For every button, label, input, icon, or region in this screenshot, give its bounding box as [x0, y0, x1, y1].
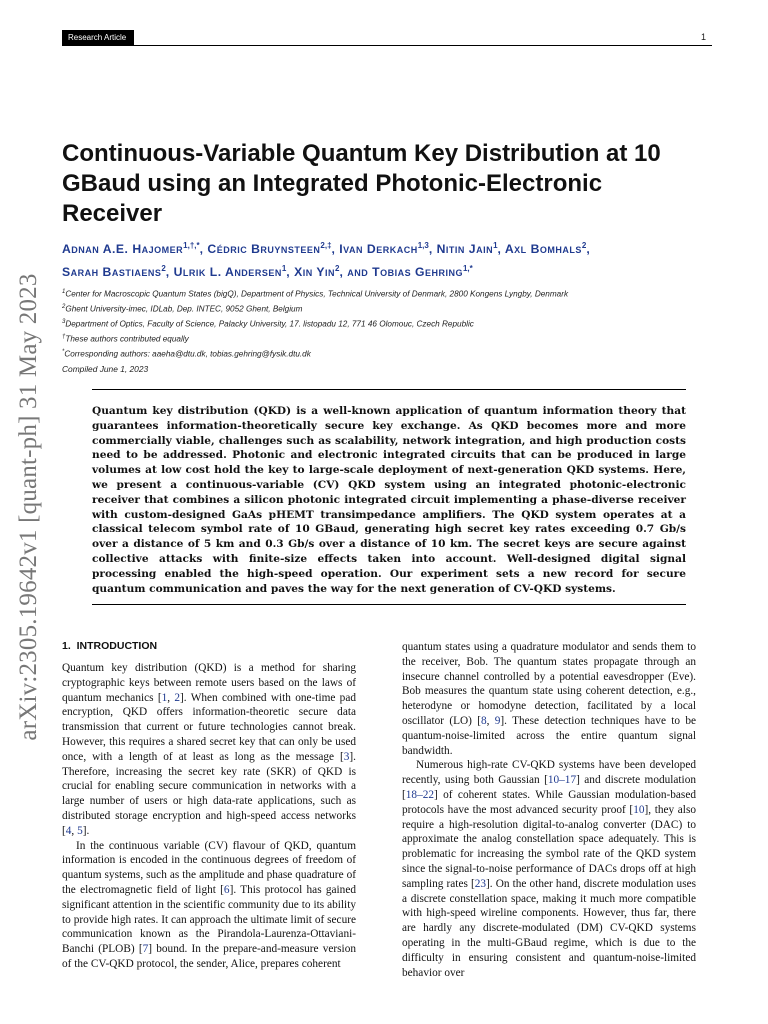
body-paragraph: In the continuous variable (CV) flavour of QKD, quantum information is encoded in the continuous degrees of freedom of quantum systems, such as the amplitude and phase quadrature of the electromagnetic field of light [6]. This protocol has gained significant attention in the scientific community due to its ability to provide high rates. It can approach the ultimate limit of secure communication known as the Pirandola-Laurenza-Ottaviani-Banchi (PLOB) [7] bound. In the prepare-and-measure version of the CV-QKD protocol, the sender, Alice, prepares coherent: [62, 839, 356, 970]
author-separator: ,: [199, 242, 208, 257]
section-number: 1.: [62, 640, 71, 652]
author-name: Xin Yin: [294, 265, 335, 280]
running-header: [62, 30, 712, 46]
citation-link[interactable]: 18–22: [405, 788, 435, 801]
arxiv-sidebar: [14, 258, 44, 756]
compiled-date: Compiled June 1, 2023: [62, 364, 149, 374]
citation-link[interactable]: 5: [77, 824, 83, 837]
affiliation-text: Department of Optics, Faculty of Science, Palacky University, 17. listopadu 12, 771 46 Olomouc, Czech Republic: [65, 319, 474, 329]
affiliation-text: Ghent University-imec, IDLab, Dep. INTEC, 9052 Ghent, Belgium: [65, 304, 303, 314]
citation-link[interactable]: 10: [633, 803, 645, 816]
author-separator: ,: [165, 265, 174, 280]
citation-link[interactable]: 9: [494, 714, 501, 727]
citation-link[interactable]: 23: [474, 877, 487, 890]
body-paragraph: quantum states using a quadrature modulator and sends them to the receiver, Bob. The quantum states propagate through an insecure channel controlled by a potential eavesdropper (Eve). Bob measures the quantum state using coherent detection, e.g., heterodyne or homodyne detection, facilitated by a local oscillator (LO) [8, 9]. These detection techniques have to be quantum-noise-limited across the entire quantum signal bandwidth.: [402, 641, 696, 757]
author-name: Ulrik L. Andersen: [173, 265, 282, 280]
citation-link[interactable]: 3: [343, 750, 350, 763]
author-affiliation-mark: 2: [335, 264, 340, 274]
author-affiliation-mark: 1: [281, 264, 287, 274]
citation-link[interactable]: 8: [480, 714, 487, 727]
body-paragraph: Quantum key distribution (QKD) is a method for sharing cryptographic keys between remote users based on the laws of quantum mechanics [1, 2]. When combined with one-time pad encryption, QKD offers information-theoretic secure data transmission that current or future technologies cannot break. However, this requires a shared secret key that can only be used once, with a length of at least as long as the message [3]. Therefore, increasing the secret key rate (SKR) of QKD is crucial for enabling secure communication in networks with a large number of users or high data-rate applications, such as distributed storage encryption and high-speed access networks [4, 5].: [62, 662, 356, 837]
author-separator: ,: [286, 265, 295, 280]
author-separator: ,: [497, 242, 505, 257]
author-name: Axl Bomhals: [504, 242, 582, 257]
affiliation-line: [62, 286, 702, 301]
author-name: Ivan Derkach: [339, 242, 418, 257]
affiliation-line: [62, 331, 702, 346]
affiliation-line: [62, 346, 702, 361]
author-affiliation-mark: 2: [161, 264, 166, 274]
citation-link[interactable]: 10–17: [547, 774, 577, 787]
abstract-bottom-rule: [92, 604, 686, 605]
citation-link[interactable]: 6: [223, 883, 230, 896]
author-name: Adnan A.E. Hajomer: [62, 242, 184, 257]
affiliation-mark: 1: [62, 289, 66, 295]
paper-title: Continuous-Variable Quantum Key Distribution at 10 GBaud using an Integrated Photonic-Electronic Receiver: [62, 140, 661, 227]
affiliation-text: Center for Macroscopic Quantum States (bigQ), Department of Physics, Technical University of Denmark, 2800 Kongens Lyngby, Denmark: [65, 289, 569, 299]
author-separator: , and: [339, 265, 373, 280]
author-separator: ,: [586, 242, 591, 257]
affiliation-mark: 3: [62, 318, 66, 325]
affiliation-mark: *: [62, 348, 65, 355]
author-name: Cédric Bruynsteen: [207, 242, 321, 257]
article-type-badge: Research Article: [62, 30, 134, 45]
author-name: Tobias Gehring: [372, 265, 463, 280]
abstract: Quantum key distribution (QKD) is a well-known application of quantum information theory that guarantees information-theoretically secure key exchange. As QKD becomes more and more commercially viable, challenges such as scalability, network integration, and high production costs need to be addressed. Photonic and electronic integrated circuits that can be produced in large volumes at low cost hold the key to large-scale deployment of next-generation QKD systems. Here, we present a continuous-variable (CV) QKD system using an integrated photonic-electronic receiver that combines a silicon photonic integrated circuit implementing a phase-diverse receiver with custom-designed GaAs pHEMT transimpedance amplifiers. The QKD system operates at a classical telecom symbol rate of 10 GBaud, generating high secret key rates exceeding 0.7 Gb/s over a distance of 5 km and 0.3 Gb/s over a distance of 10 km. The secret keys are secure against collective attacks with finite-size effects taken into account. Well-designed digital signal processing enabled the high-speed operation. Our experiment sets a new record for secure quantum communication and paves the way for the next generation of CV-QKD systems.: [92, 405, 686, 595]
author-name: Nitin Jain: [436, 242, 494, 257]
author-affiliation-mark: 1: [493, 241, 498, 250]
abstract-top-rule: [92, 389, 686, 390]
citation-link[interactable]: 4: [65, 824, 72, 837]
citation-link[interactable]: 7: [142, 943, 149, 956]
body-paragraph: Numerous high-rate CV-QKD systems have been developed recently, using both Gaussian [10–17] and discrete modulation [18–22] of coherent states. While Gaussian modulation-based protocols have the most advanced security proof [10], they also require a high-resolution digital-to-analog converter (DAC) to approximate the analog constellation space adequately. This is problematic for increasing the symbol rate of the QKD system since the signal-to-noise performance of DACs drops off at high sampling rates [23]. On the other hand, discrete modulation uses a discrete constellation space, making it much more compatible with high-speed wireline components. However, thus far, there are hardly any discrete-modulated (DM) CV-QKD systems operating in the multi-GBaud regime, which is due to the difficulty in ensuring consistent and quantum-noise-limited behavior over: [402, 759, 697, 979]
author-affiliation-mark: 1,*: [462, 264, 473, 274]
affiliation-mark: 2: [62, 303, 66, 310]
author-affiliation-mark: 1,†,*: [183, 241, 200, 250]
affiliation-line: [62, 301, 702, 316]
section-heading: [62, 640, 356, 653]
affiliation-list: [62, 286, 702, 361]
affiliation-text: Corresponding authors: aaeha@dtu.dk, tobias.gehring@fysik.dtu.dk: [64, 349, 311, 359]
author-list: [62, 236, 722, 282]
affiliation-mark: †: [62, 333, 66, 340]
author-name: Sarah Bastiaens: [62, 265, 162, 280]
section-title: INTRODUCTION: [76, 640, 158, 652]
arxiv-identifier[interactable]: arXiv:2305.19642v1 [quant-ph] 31 May 2023: [15, 273, 42, 741]
author-affiliation-mark: 1,3: [417, 241, 429, 250]
author-separator: ,: [428, 242, 437, 257]
citation-link[interactable]: 1: [161, 691, 168, 704]
affiliation-line: [62, 316, 702, 331]
author-separator: ,: [331, 242, 340, 257]
author-affiliation-mark: 2,‡: [320, 241, 332, 250]
body-column-right: [402, 640, 696, 980]
citation-link[interactable]: 2: [174, 691, 181, 704]
page-number: 1: [700, 32, 706, 42]
affiliation-text: These authors contributed equally: [65, 334, 189, 344]
author-affiliation-mark: 2: [581, 241, 587, 250]
body-column-left: [62, 640, 356, 972]
